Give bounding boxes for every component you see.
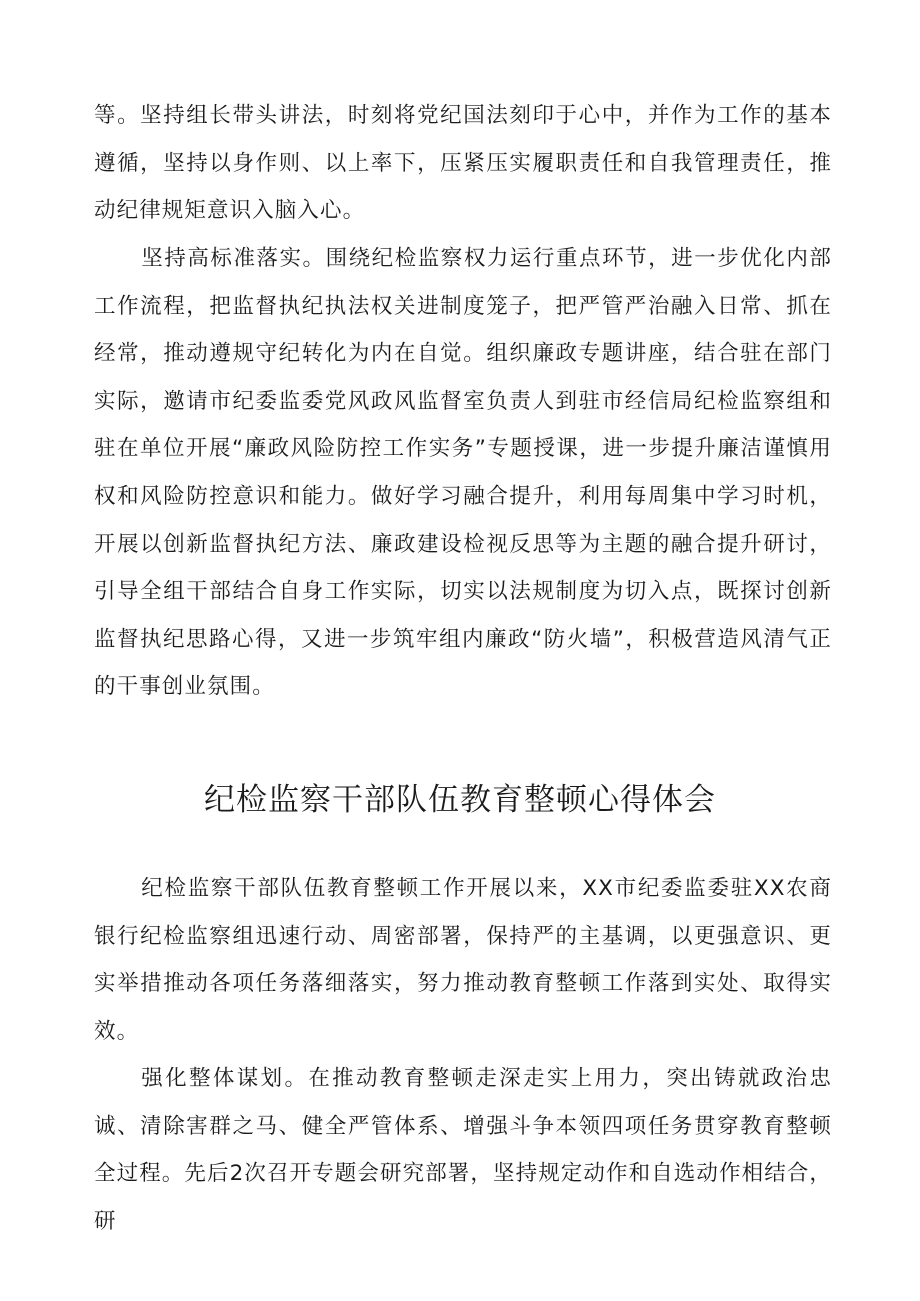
- paragraph-intro: 纪检监察干部队伍教育整顿工作开展以来，XX市纪委监委驻XX农商银行纪检监察组迅速行动、周密部署，保持严的主基调，以更强意识、更实举措推动各项任务落细落实，努力推动教育整顿工作落到实处、取得实效。: [94, 876, 832, 1044]
- paragraph-high-standard: 坚持高标准落实。围绕纪检监察权力运行重点环节，进一步优化内部工作流程，把监督执纪执法权关进制度笼子，把严管严治融入日常、抓在经常，推动遵规守纪转化为内在自觉。组织廉政专题讲座，结合驻在部门实际，邀请市纪委监委党风政风监督室负责人到驻市经信局纪检监察组和驻在单位开展“廉政风险防控工作实务”专题授课，进一步提升廉洁谨慎用权和风险防控意识和能力。做好学习融合提升，利用每周集中学习时机，开展以创新监督执纪方法、廉政建设检视反思等为主题的融合提升研讨，引导全组干部结合自身工作实际，切实以法规制度为切入点，既探讨创新监督执纪思路心得，又进一步筑牢组内廉政“防火墙”，积极营造风清气正的干事创业氛围。: [94, 246, 832, 700]
- paragraph-planning: 强化整体谋划。在推动教育整顿走深走实上用力，突出铸就政治忠诚、清除害群之马、健全严管体系、增强斗争本领四项任务贯穿教育整顿全过程。先后2次召开专题会研究部署，坚持规定动作和自选动作相结合，研: [94, 1066, 832, 1234]
- section-title: 纪检监察干部队伍教育整顿心得体会: [204, 782, 716, 818]
- paragraph-continued: 等。坚持组长带头讲法，时刻将党纪国法刻印于心中，并作为工作的基本遵循，坚持以身作则、以上率下，压紧压实履职责任和自我管理责任，推动纪律规矩意识入脑入心。: [94, 103, 832, 224]
